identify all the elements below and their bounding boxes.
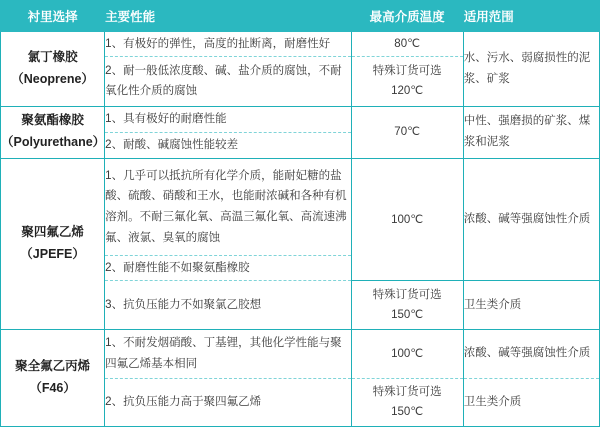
lining-name-cell [1,329,105,426]
scope-text: 浓酸、碱等强腐蚀性介质 [463,158,599,281]
temperature-line: 150℃ [391,309,424,321]
temperature-value [351,378,463,426]
temperature-line: 特殊订货可选 [372,386,442,399]
scope-text: 浓酸、碱等强腐蚀性介质 [463,329,599,378]
property-text: 2、抗负压能力高于聚四氟乙烯 [105,378,351,426]
table-row [1,106,600,132]
lining-name-cell [1,106,105,158]
temperature-value: 80℃ [351,32,463,57]
temperature-value: 100℃ [351,158,463,281]
lining-name-en: （Polyurethane） [1,135,106,150]
header-lining-selection: 衬里选择 [1,1,105,32]
scope-text: 卫生类介质 [463,281,599,329]
property-text: 1、具有极好的耐磨性能 [105,106,351,132]
property-text: 1、不耐发烟硝酸、丁基锂，其他化学性能与聚四氟乙烯基本相同 [105,329,351,378]
lining-name-cn: 氯丁橡胶 [27,49,78,64]
lining-name-cn: 聚氨酯橡胶 [21,113,84,128]
temperature-line: 特殊订货可选 [372,65,442,78]
temperature-value: 70℃ [351,106,463,158]
lining-name-en: （JPEFE） [20,246,85,261]
property-text: 1、几乎可以抵抗所有化学介质，能耐妃糖的盐酸、硫酸、硝酸和王水，也能耐浓碱和各种有机溶剂。不耐三氟化氧、高温三氟化氧、高流速沸氟、液氯、臭氧的腐蚀 [105,158,351,256]
temperature-value [351,281,463,329]
temperature-line: 特殊订货可选 [372,288,442,301]
temperature-value [351,57,463,106]
lining-name-cn: 聚全氟乙丙烯 [15,358,91,373]
property-text: 3、抗负压能力不如聚氯乙胶想 [105,281,351,329]
property-text: 2、耐酸、碱腐蚀性能较差 [105,132,351,158]
lining-name-cn: 聚四氟乙烯 [21,224,84,239]
temperature-value: 100℃ [351,329,463,378]
temperature-line: 120℃ [391,85,424,98]
header-application-scope: 适用范围 [463,1,599,32]
property-text: 2、耐磨性能不如聚氨酯橡胶 [105,256,351,281]
scope-text: 水、污水、弱腐损性的泥浆、矿浆 [463,32,599,107]
table-row [1,158,600,256]
property-text: 1、有极好的弹性，高度的扯断离，耐磨性好 [105,32,351,57]
lining-name-cell [1,32,105,107]
temperature-line: 150℃ [391,406,424,419]
header-main-properties: 主要性能 [105,1,351,32]
table-header-row [1,1,600,32]
lining-name-cell [1,158,105,329]
table-row [1,329,600,378]
lining-name-en: （F46） [29,380,76,395]
lining-name-en: （Neoprene） [11,71,94,86]
scope-text: 中性、强磨损的矿浆、煤浆和泥浆 [463,106,599,158]
table-row [1,32,600,57]
property-text: 2、耐一般低浓度酸、碱、盐介质的腐蚀，不耐氧化性介质的腐蚀 [105,57,351,106]
scope-text: 卫生类介质 [463,378,599,426]
header-max-medium-temperature: 最高介质温度 [351,1,463,32]
